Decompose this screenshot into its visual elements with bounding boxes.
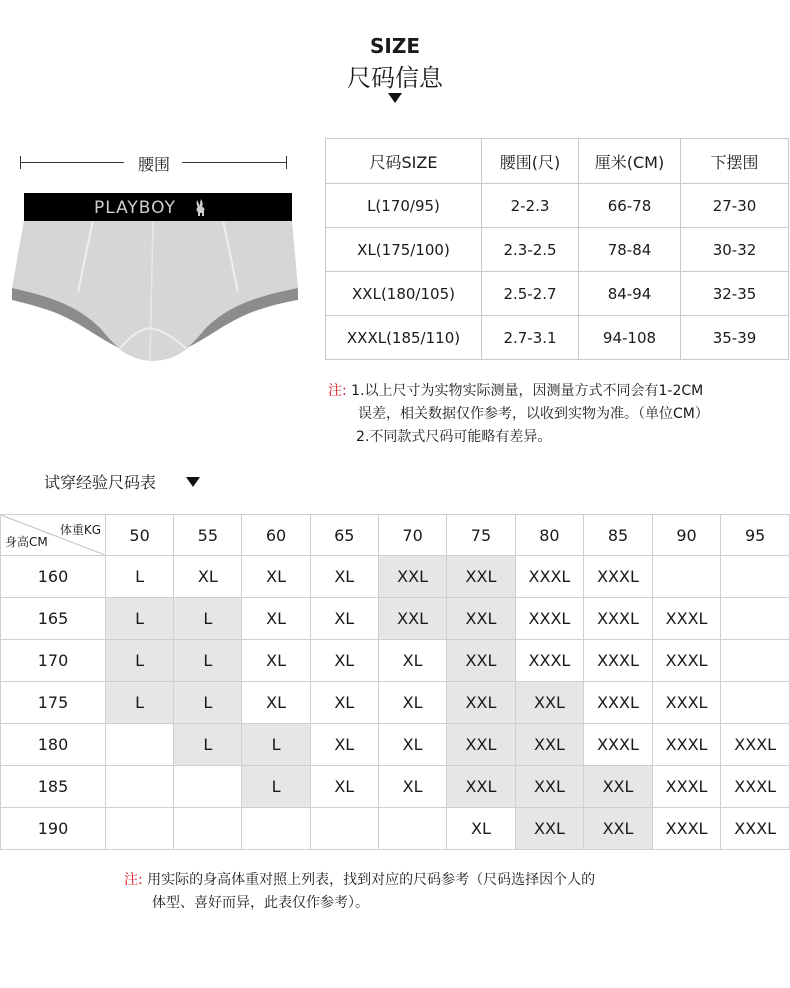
title-en: SIZE: [369, 34, 420, 58]
table-cell: XXL(180/105): [326, 272, 482, 316]
table-cell: 2-2.3: [482, 184, 579, 228]
size-cell: L: [106, 682, 174, 724]
fit-note: [124, 869, 595, 915]
table-cell: XXXL(185/110): [326, 316, 482, 360]
size-cell: XXXL: [652, 682, 721, 724]
table-cell: L(170/95): [326, 184, 482, 228]
table-row: [326, 316, 789, 360]
size-cell: L: [242, 766, 310, 808]
note-prefix: 注:: [328, 383, 347, 399]
table-cell: 66-78: [579, 184, 681, 228]
size-note: [328, 380, 709, 449]
size-cell: XL: [242, 598, 310, 640]
size-cell: XXL: [515, 724, 584, 766]
size-cell: [106, 808, 174, 850]
size-cell: XXXL: [652, 724, 721, 766]
size-cell: XXL: [515, 766, 584, 808]
size-cell: [652, 556, 721, 598]
table-row: [326, 184, 789, 228]
size-cell: XXXL: [515, 640, 584, 682]
size-cell: [106, 766, 174, 808]
size-cell: XXXL: [515, 556, 584, 598]
table-row: [1, 598, 790, 640]
table-cell: 84-94: [579, 272, 681, 316]
fit-table: [0, 514, 790, 850]
size-cell: XXXL: [652, 808, 721, 850]
size-cell: [721, 556, 790, 598]
size-cell: L: [174, 724, 242, 766]
weight-header: 85: [584, 515, 653, 556]
table-row: [1, 766, 790, 808]
size-cell: L: [106, 556, 174, 598]
table-cell: 32-35: [681, 272, 789, 316]
size-cell: XXL: [447, 556, 515, 598]
size-cell: [242, 808, 310, 850]
size-cell: [310, 808, 378, 850]
size-cell: L: [174, 598, 242, 640]
size-cell: L: [174, 682, 242, 724]
size-cell: XL: [310, 556, 378, 598]
size-cell: XL: [310, 766, 378, 808]
size-cell: XL: [310, 598, 378, 640]
waist-label: 腰围: [137, 155, 170, 174]
note-line-2: 误差，相关数据仅作参考，以收到实物为准。（单位CM）: [358, 406, 709, 422]
corner-weight-label: 体重KG: [59, 523, 101, 537]
table-row: [1, 682, 790, 724]
size-cell: XXL: [447, 724, 515, 766]
weight-header: 75: [447, 515, 515, 556]
brand-label: PLAYBOY: [94, 198, 177, 218]
weight-header: 90: [652, 515, 721, 556]
corner-cell: [1, 515, 106, 556]
weight-header: 70: [378, 515, 446, 556]
height-header: 180: [1, 724, 106, 766]
height-header: 165: [1, 598, 106, 640]
down-arrow-icon: [186, 477, 200, 487]
size-cell: L: [106, 640, 174, 682]
size-cell: XL: [174, 556, 242, 598]
note-line-1: 1.以上尺寸为实物实际测量，因测量方式不同会有1-2CM: [351, 383, 704, 399]
table-row: [1, 724, 790, 766]
fit-section-title: 试穿经验尺码表: [44, 473, 157, 492]
size-table: [325, 138, 789, 360]
table-row: [1, 556, 790, 598]
header-size: 尺码SIZE: [326, 139, 482, 184]
size-cell: XXL: [515, 682, 584, 724]
measure-line-left: [20, 162, 124, 163]
weight-header: 95: [721, 515, 790, 556]
size-cell: XXL: [584, 808, 653, 850]
table-cell: 35-39: [681, 316, 789, 360]
size-cell: XXL: [447, 682, 515, 724]
size-cell: XXXL: [721, 808, 790, 850]
waist-measure: [20, 153, 288, 173]
size-cell: XXL: [378, 556, 446, 598]
corner-height-label: 身高CM: [5, 535, 48, 549]
size-cell: XXXL: [721, 724, 790, 766]
header-waist-cm: 厘米(CM): [579, 139, 681, 184]
size-cell: XXXL: [584, 682, 653, 724]
table-row: [1, 808, 790, 850]
size-cell: XL: [378, 724, 446, 766]
down-arrow-icon: [388, 93, 402, 103]
height-header: 160: [1, 556, 106, 598]
size-cell: [378, 808, 446, 850]
size-cell: XXXL: [584, 556, 653, 598]
size-table-header: [326, 139, 789, 184]
height-header: 185: [1, 766, 106, 808]
size-cell: XXXL: [652, 766, 721, 808]
table-cell: XL(175/100): [326, 228, 482, 272]
size-cell: XL: [242, 556, 310, 598]
size-cell: [174, 766, 242, 808]
size-cell: XXL: [515, 808, 584, 850]
table-cell: 2.5-2.7: [482, 272, 579, 316]
size-cell: [721, 598, 790, 640]
table-cell: 2.7-3.1: [482, 316, 579, 360]
table-cell: 94-108: [579, 316, 681, 360]
note-line-1: 用实际的身高体重对照上列表，找到对应的尺码参考（尺码选择因个人的: [147, 872, 596, 888]
weight-header: 80: [515, 515, 584, 556]
size-cell: L: [174, 640, 242, 682]
size-cell: XXXL: [652, 598, 721, 640]
size-cell: XL: [378, 640, 446, 682]
table-cell: 27-30: [681, 184, 789, 228]
size-cell: L: [242, 724, 310, 766]
note-line-3: 2.不同款式尺码可能略有差异。: [356, 429, 552, 445]
table-row: [326, 272, 789, 316]
bunny-icon: [192, 198, 208, 218]
size-cell: [174, 808, 242, 850]
weight-header: 60: [242, 515, 310, 556]
table-row: [1, 640, 790, 682]
size-cell: XXXL: [584, 640, 653, 682]
size-cell: XL: [242, 682, 310, 724]
size-cell: XXXL: [652, 640, 721, 682]
height-header: 175: [1, 682, 106, 724]
size-cell: [721, 640, 790, 682]
size-cell: XL: [378, 766, 446, 808]
size-cell: XL: [378, 682, 446, 724]
size-cell: XXL: [378, 598, 446, 640]
size-cell: XXL: [447, 640, 515, 682]
size-cell: [721, 682, 790, 724]
size-cell: XXXL: [584, 598, 653, 640]
table-cell: 30-32: [681, 228, 789, 272]
size-cell: XXXL: [721, 766, 790, 808]
note-line-2: 体型、喜好而异，此表仅作参考）。: [152, 895, 369, 911]
table-row: [326, 228, 789, 272]
size-cell: XL: [310, 640, 378, 682]
size-cell: XXXL: [584, 724, 653, 766]
size-cell: L: [106, 598, 174, 640]
size-cell: XL: [310, 724, 378, 766]
size-cell: [106, 724, 174, 766]
weight-header: 50: [106, 515, 174, 556]
size-cell: XL: [310, 682, 378, 724]
size-cell: XXL: [447, 598, 515, 640]
size-cell: XL: [447, 808, 515, 850]
header-waist-chi: 腰围(尺): [482, 139, 579, 184]
measure-line-right: [182, 162, 286, 163]
size-cell: XL: [242, 640, 310, 682]
size-cell: XXXL: [515, 598, 584, 640]
note-prefix: 注:: [124, 872, 143, 888]
title-cn: 尺码信息: [347, 64, 443, 92]
fit-table-header: [1, 515, 790, 556]
size-cell: XXL: [584, 766, 653, 808]
height-header: 170: [1, 640, 106, 682]
weight-header: 65: [310, 515, 378, 556]
weight-header: 55: [174, 515, 242, 556]
height-header: 190: [1, 808, 106, 850]
table-cell: 2.3-2.5: [482, 228, 579, 272]
measure-tick-right: [286, 156, 287, 169]
size-cell: XXL: [447, 766, 515, 808]
header-hem: 下摆围: [681, 139, 789, 184]
table-cell: 78-84: [579, 228, 681, 272]
